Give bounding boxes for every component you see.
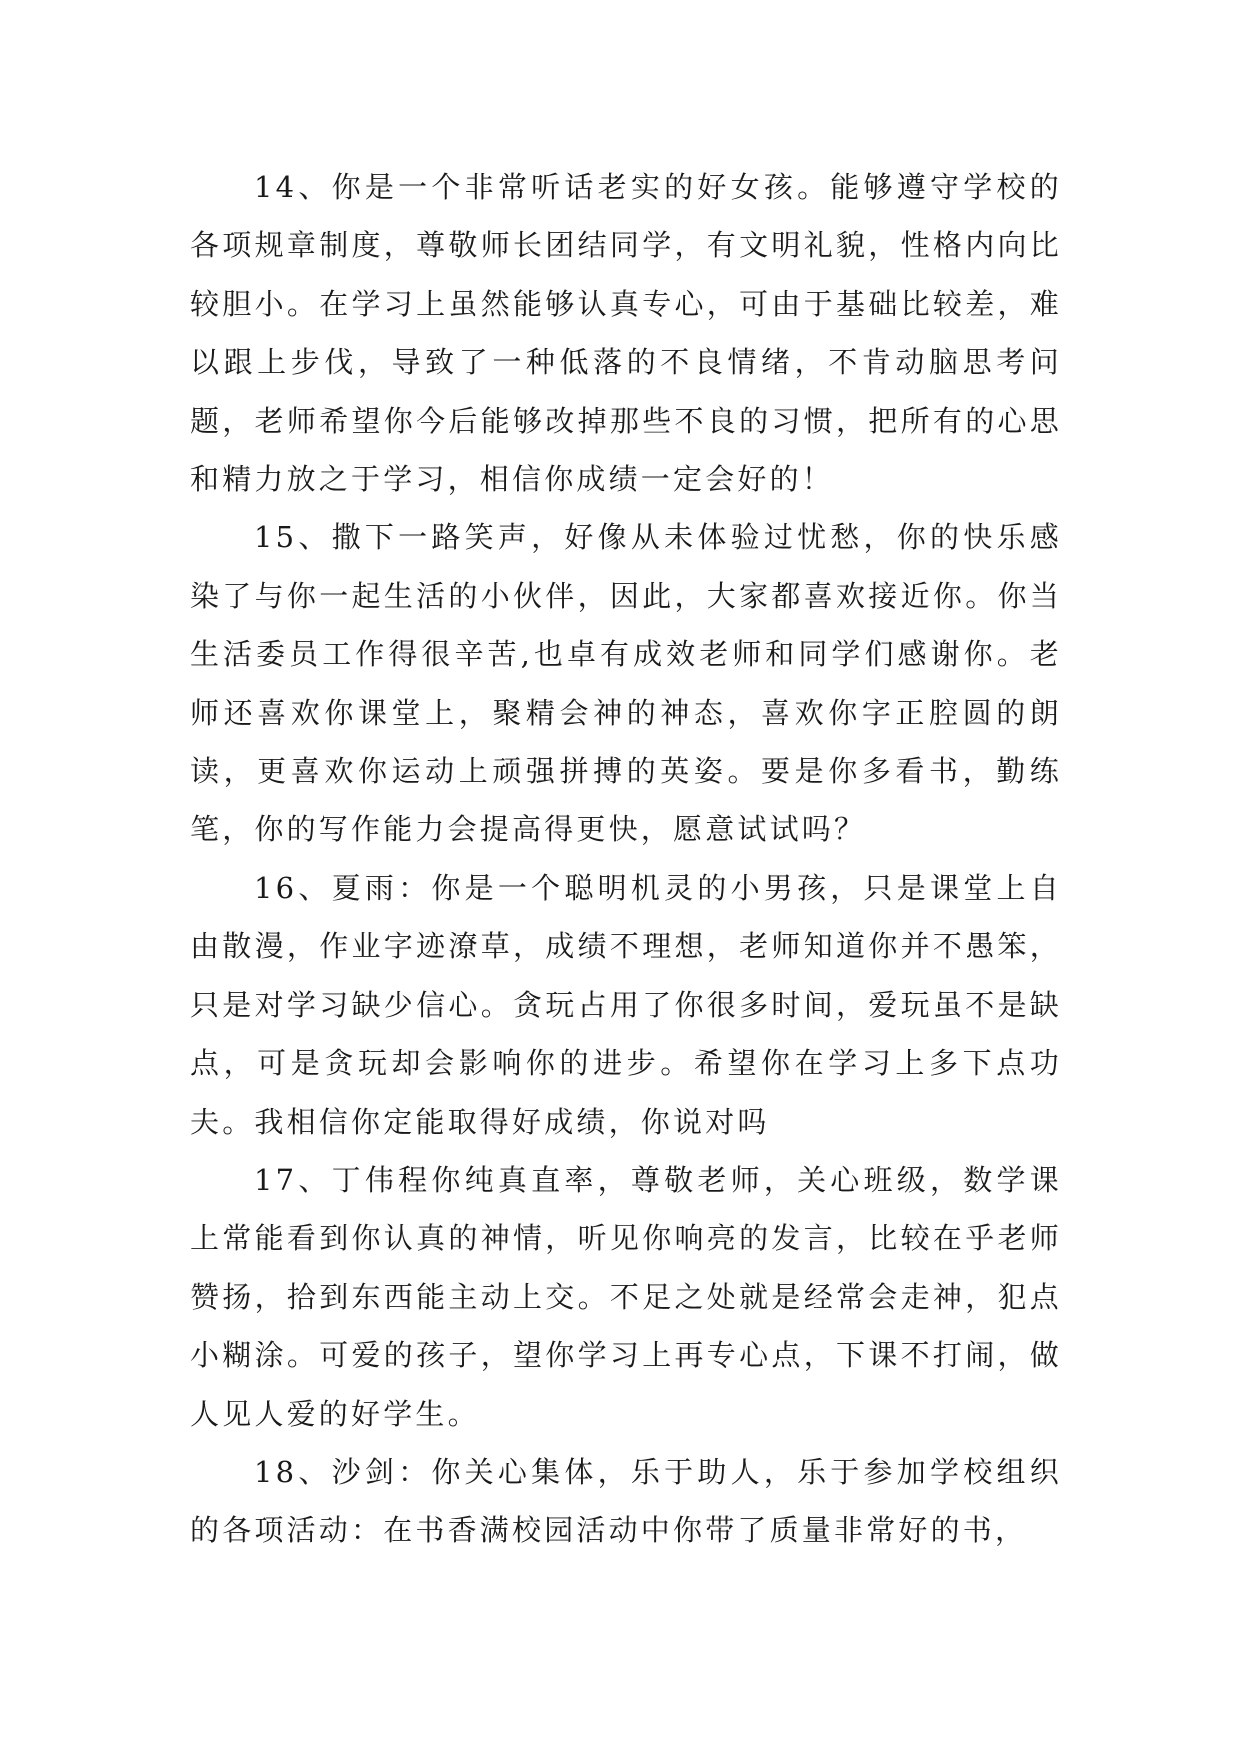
paragraph-18: 18、沙剑：你关心集体，乐于助人，乐于参加学校组织的各项活动：在书香满校园活动中你带了质量非常好的书， bbox=[190, 1454, 1062, 1548]
paragraph-17: 17、丁伟程你纯真直率，尊敬老师，关心班级，数学课上常能看到你认真的神情，听见你响亮的发言，比较在乎老师赞扬，拾到东西能主动上交。不足之处就是经常会走神，犯点小糊涂。可爱的孩子，望你学习上再专心点，下课不打闹，做人见人爱的好学生。 bbox=[190, 1162, 1062, 1431]
paragraph-16: 16、夏雨：你是一个聪明机灵的小男孩，只是课堂上自由散漫，作业字迹潦草，成绩不理想，老师知道你并不愚笨，只是对学习缺少信心。贪玩占用了你很多时间，爱玩虽不是缺点，可是贪玩却会影响你的进步。希望你在学习上多下点功夫。我相信你定能取得好成绩，你说对吗 bbox=[190, 870, 1062, 1139]
document-body bbox=[190, 158, 1062, 1560]
paragraph-14: 14、你是一个非常听话老实的好女孩。能够遵守学校的各项规章制度，尊敬师长团结同学，有文明礼貌，性格内向比较胆小。在学习上虽然能够认真专心，可由于基础比较差，难以跟上步伐，导致了一种低落的不良情绪，不肯动脑思考问题，老师希望你今后能够改掉那些不良的习惯，把所有的心思和精力放之于学习，相信你成绩一定会好的！ bbox=[190, 170, 1062, 497]
paragraph-15: 15、撒下一路笑声，好像从未体验过忧愁，你的快乐感染了与你一起生活的小伙伴，因此，大家都喜欢接近你。你当生活委员工作得很辛苦,也卓有成效老师和同学们感谢你。老师还喜欢你课堂上，聚精会神的神态，喜欢你字正腔圆的朗读，更喜欢你运动上顽强拼搏的英姿。要是你多看书，勤练笔，你的写作能力会提高得更快，愿意试试吗？ bbox=[190, 520, 1062, 847]
